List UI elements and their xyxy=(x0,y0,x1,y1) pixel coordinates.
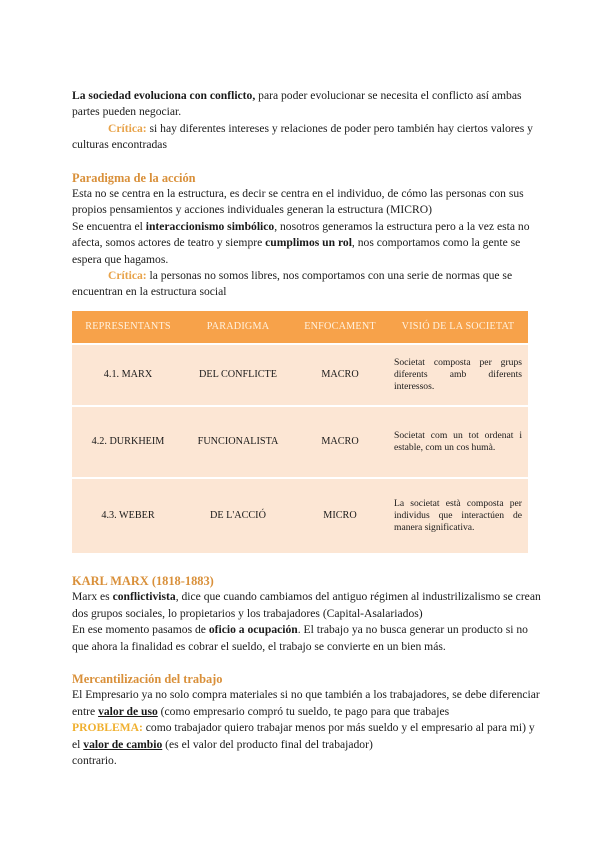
critica-label: Crítica: xyxy=(108,121,147,135)
critica-text: la personas no somos libres, nos comportamos con una serie de normas que se encuentran en la estructura social xyxy=(72,269,513,299)
mercantil-heading: Mercantilización del trabajo xyxy=(72,671,223,686)
paradigma-heading: Paradigma de la acción xyxy=(72,170,196,185)
text-run: , nosotros generamos la estructura pero a la vez esta no afecta, somos actores de teatro y siempre xyxy=(72,219,530,250)
intro-text: para poder evolucionar se necesita el conflicto así ambas partes pueden negociar. xyxy=(72,89,522,119)
table-header-row xyxy=(72,311,528,344)
problema-label: PROBLEMA: xyxy=(72,721,143,735)
intro-bold: La sociedad evoluciona con conflicto, xyxy=(72,89,256,102)
cell-paradigma: DE L'ACCIÓ xyxy=(184,478,292,553)
mercantil-last: contrario. xyxy=(72,753,117,767)
valor-uso-bold: valor de uso xyxy=(98,704,158,718)
text-run: (es el valor del producto final del trabajador) xyxy=(162,737,373,751)
text-run: , dice que cuando cambiamos del antiguo régimen al industrilizalismo se crean dos grupos sociales, lo propietarios y los trabajadores (Capital-Asalariados) xyxy=(72,590,541,620)
intro-critica xyxy=(72,121,544,154)
header-visio: VISIÓ DE LA SOCIETAT xyxy=(388,311,528,344)
critica-text: si hay diferentes intereses y relaciones de poder pero también hay ciertos valores y culturas encontradas xyxy=(72,121,533,152)
marx-p1 xyxy=(72,589,544,622)
cell-enfocament: MACRO xyxy=(292,344,388,406)
valor-cambio-bold: valor de cambio xyxy=(83,737,163,751)
header-enfocament: ENFOCAMENT xyxy=(292,311,388,344)
cell-enfocament: MICRO xyxy=(292,478,388,553)
text-run: (como empresario compró tu sueldo, te pago para que trabajes xyxy=(157,704,450,718)
interaccionismo-bold: interaccionismo simbólico xyxy=(145,219,275,233)
cell-representant: 4.1. MARX xyxy=(72,344,184,406)
paradigma-p2 xyxy=(72,219,544,268)
paradigma-critica xyxy=(72,268,544,301)
table-row xyxy=(72,478,528,553)
table-row xyxy=(72,406,528,478)
paradigma-p1: Esta no se centra en la estructura, es decir se centra en el individuo, de cómo las personas con sus propios pensamientos y acciones individuales generan la estructura (MICRO) xyxy=(72,187,524,217)
marx-heading: KARL MARX (1818-1883) xyxy=(72,573,214,588)
intro-paragraph xyxy=(72,88,544,121)
text-run: , nos comportamos como la gente se espera que hagamos. xyxy=(72,236,521,266)
marx-p2 xyxy=(72,622,544,655)
cell-representant: 4.3. WEBER xyxy=(72,478,184,553)
text-run: El Empresario ya no solo compra materiales si no que también a los trabajadores, se debe diferenciar entre xyxy=(72,688,540,718)
text-run: . El trabajo ya no busca generar un producto si no que ahora la finalidad es cobrar el sueldo, el trabajo se convierte en un bien más. xyxy=(72,623,528,653)
document-page xyxy=(72,88,544,769)
conflictivista-bold: conflictivista xyxy=(112,590,176,604)
cell-paradigma: DEL CONFLICTE xyxy=(184,344,292,406)
text-run: como trabajador quiero trabajar menos por más sueldo y el empresario al para mi) y el xyxy=(72,721,535,751)
rol-bold: cumplimos un rol xyxy=(265,236,352,250)
cell-visio: Societat com un tot ordenat i estable, com un cos humà. xyxy=(388,406,528,478)
header-paradigma: PARADIGMA xyxy=(184,311,292,344)
mercantil-p1 xyxy=(72,687,544,720)
cell-paradigma: FUNCIONALISTA xyxy=(184,406,292,478)
cell-visio: La societat està composta per individus que interactúen de manera significativa. xyxy=(388,478,528,553)
text-run: Marx es xyxy=(72,590,113,604)
oficio-bold: oficio a ocupación xyxy=(208,623,298,637)
cell-visio: Societat composta per grups diferents amb diferents interessos. xyxy=(388,344,528,406)
text-run: En ese momento pasamos de xyxy=(72,623,209,637)
cell-representant: 4.2. DURKHEIM xyxy=(72,406,184,478)
critica-label: Crítica: xyxy=(108,269,147,283)
mercantil-problema xyxy=(72,720,544,753)
cell-enfocament: MACRO xyxy=(292,406,388,478)
header-representants: REPRESENTANTS xyxy=(72,311,184,344)
text-run: Se encuentra el xyxy=(72,219,146,233)
table-row xyxy=(72,344,528,406)
sociologists-table xyxy=(72,311,528,553)
